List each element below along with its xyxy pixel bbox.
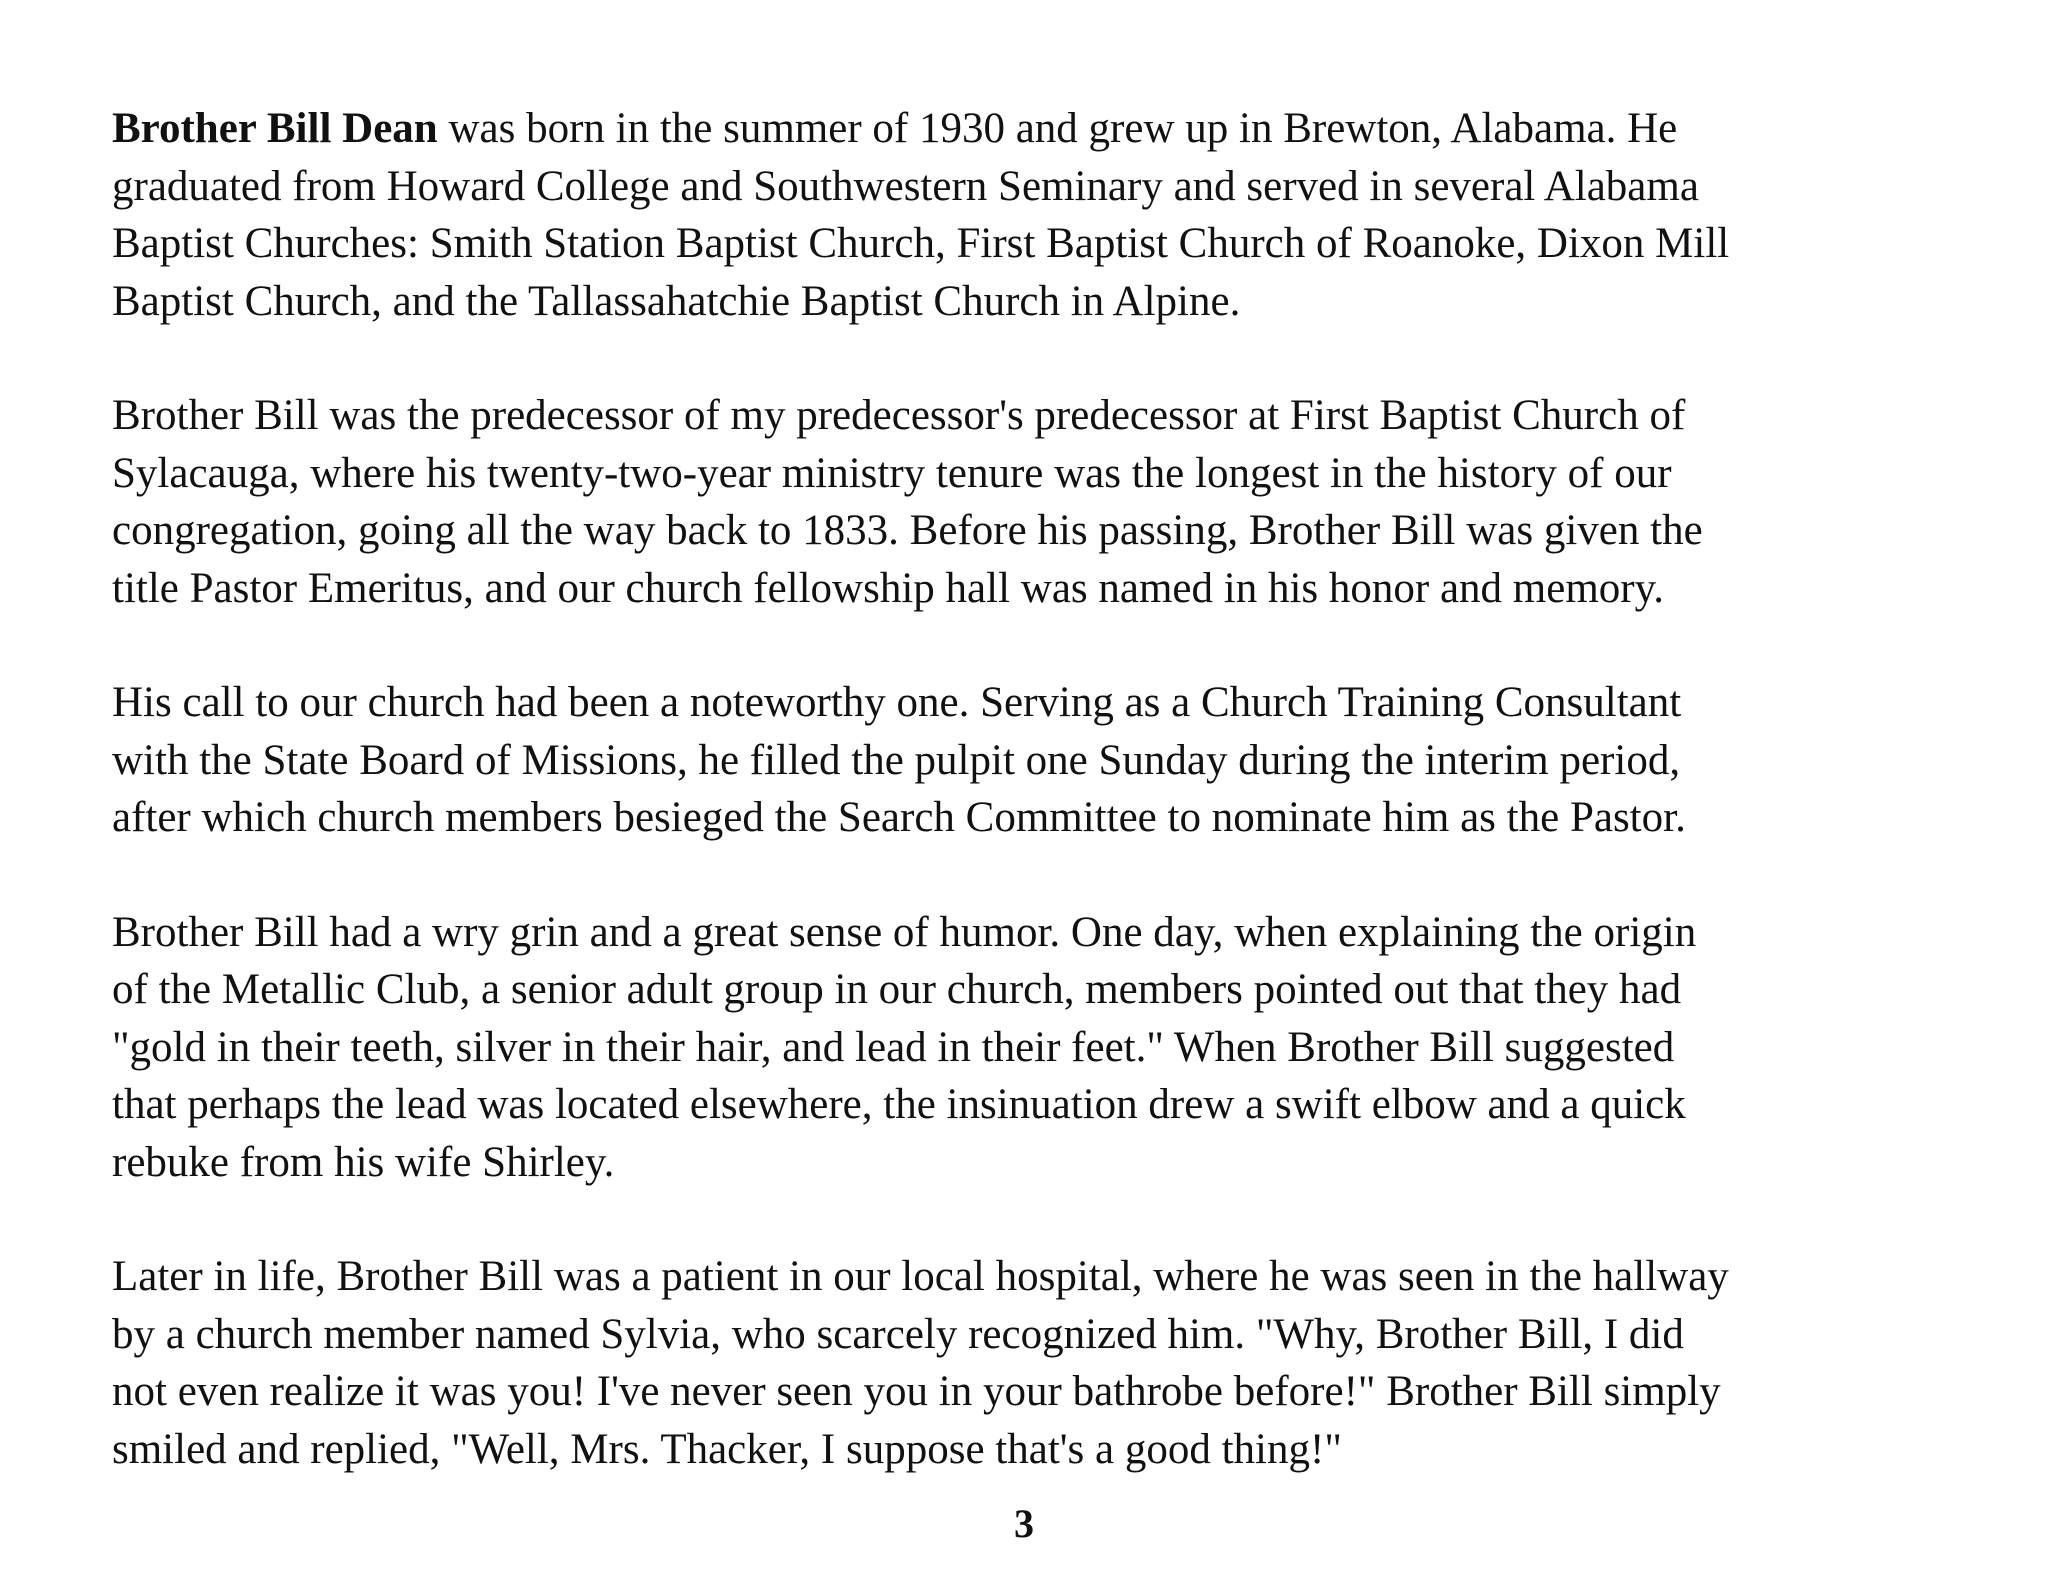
text-line: rebuke from his wife Shirley.	[112, 1138, 615, 1186]
text-line: with the State Board of Missions, he filled the pulpit one Sunday during the interim period,	[112, 736, 1681, 784]
paragraph-humor	[112, 904, 1992, 1192]
text-line: title Pastor Emeritus, and our church fellowship hall was named in his honor and memory.	[112, 564, 1665, 612]
text-line: congregation, going all the way back to 1833. Before his passing, Brother Bill was given the	[112, 507, 1703, 554]
text-line: graduated from Howard College and Southwestern Seminary and served in several Alabama	[112, 162, 1699, 210]
paragraph-biography	[112, 100, 1992, 330]
subject-name: Brother Bill Dean	[112, 105, 438, 152]
text-line: of the Metallic Club, a senior adult group in our church, members pointed out that they had	[112, 966, 1682, 1013]
text-line: Baptist Churches: Smith Station Baptist Church, First Baptist Church of Roanoke, Dixon Mill	[112, 220, 1730, 267]
line-text: was born in the summer of 1930 and grew up in Brewton, Alabama. He	[437, 105, 1678, 152]
body-text	[112, 100, 1992, 1535]
text-line: "gold in their teeth, silver in their hair, and lead in their feet." When Brother Bill suggested	[112, 1023, 1675, 1071]
text-line	[112, 100, 1992, 158]
text-line: smiled and replied, "Well, Mrs. Thacker, I suppose that's a good thing!"	[112, 1425, 1342, 1473]
text-line: Baptist Church, and the Tallassahatchie Baptist Church in Alpine.	[112, 277, 1241, 325]
text-line: Sylacauga, where his twenty-two-year ministry tenure was the longest in the history of our	[112, 449, 1672, 497]
paragraph-call	[112, 674, 1992, 847]
page-number: 3	[1014, 1501, 1034, 1546]
text-line: Brother Bill was the predecessor of my predecessor's predecessor at First Baptist Church of	[112, 392, 1686, 439]
paragraph-hospital	[112, 1248, 1992, 1478]
text-line: after which church members besieged the Search Committee to nominate him as the Pastor.	[112, 794, 1686, 841]
text-line: His call to our church had been a noteworthy one. Serving as a Church Training Consultant	[112, 679, 1682, 726]
text-line: by a church member named Sylvia, who scarcely recognized him. "Why, Brother Bill, I did	[112, 1310, 1684, 1358]
text-line: Brother Bill had a wry grin and a great sense of humor. One day, when explaining the origin	[112, 908, 1697, 956]
text-line: not even realize it was you! I've never seen you in your bathrobe before!" Brother Bill simply	[112, 1368, 1721, 1415]
text-line: Later in life, Brother Bill was a patient in our local hospital, where he was seen in the hallway	[112, 1253, 1729, 1300]
text-line: that perhaps the lead was located elsewhere, the insinuation drew a swift elbow and a quick	[112, 1081, 1686, 1128]
paragraph-tenure	[112, 387, 1992, 617]
